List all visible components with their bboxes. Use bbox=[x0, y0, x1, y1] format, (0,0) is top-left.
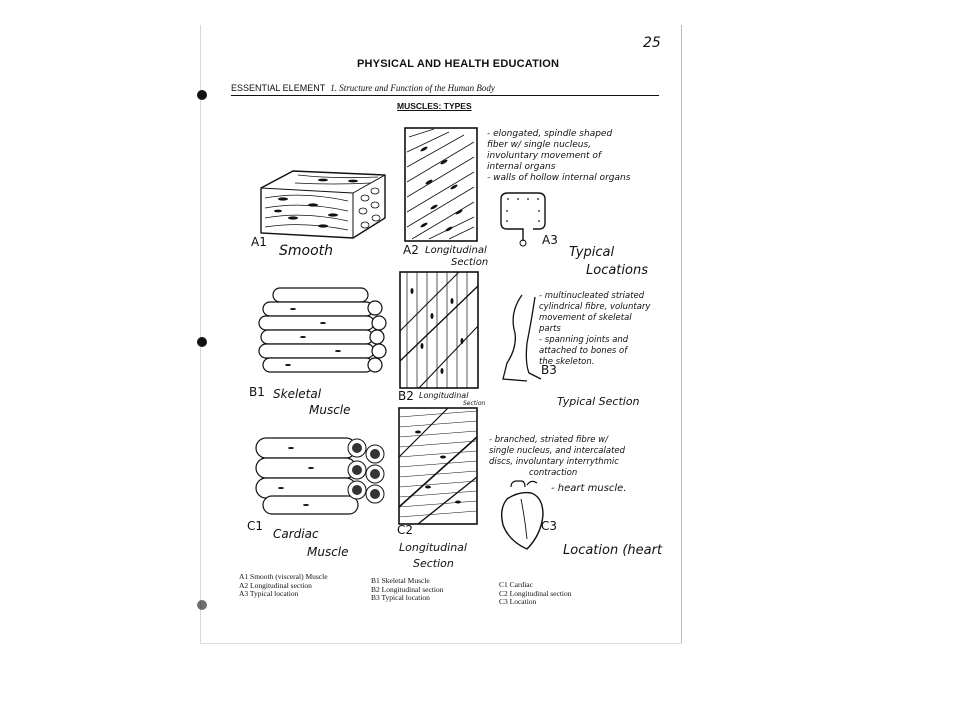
note-line: the skeleton. bbox=[539, 357, 595, 367]
caption-line: B1 Skeletal Muscle bbox=[371, 576, 430, 585]
element-text: 1. Structure and Function of the Human Body bbox=[330, 83, 495, 93]
note-line: involuntary movement of bbox=[487, 151, 602, 161]
caption-line: C1 Cardiac bbox=[499, 580, 533, 589]
note-line: discs, involuntary interrythmic bbox=[489, 457, 619, 467]
note-line: - walls of hollow internal organs bbox=[487, 173, 631, 183]
label-location-heart: Location (heart bbox=[563, 543, 663, 558]
caption-column-c bbox=[499, 581, 572, 607]
label-c3: C3 bbox=[541, 519, 558, 533]
leg-illustration bbox=[497, 293, 543, 387]
note-line: movement of skeletal bbox=[539, 313, 632, 323]
note-line: internal organs bbox=[487, 162, 556, 172]
note-line: fiber w/ single nucleus, bbox=[487, 140, 592, 150]
label-c1: C1 bbox=[247, 519, 264, 533]
label-a1: A1 bbox=[251, 235, 267, 249]
caption-column-a bbox=[239, 573, 328, 599]
note-line: - heart muscle. bbox=[551, 483, 627, 494]
label-a2-section: Section bbox=[451, 257, 489, 268]
label-a2-longitudinal: Longitudinal bbox=[425, 245, 487, 256]
note-line: - spanning joints and bbox=[539, 335, 629, 345]
caption-line: C2 Longitudinal section bbox=[499, 588, 572, 598]
heart-illustration bbox=[497, 479, 547, 551]
caption-line: A2 Longitudinal section bbox=[239, 580, 312, 590]
label-b3: B3 bbox=[541, 363, 557, 377]
label-locations: Locations bbox=[586, 263, 648, 278]
punch-hole bbox=[197, 600, 207, 610]
smooth-muscle-block-illustration bbox=[253, 163, 393, 243]
label-cardiac: Cardiac bbox=[273, 527, 319, 541]
label-c2-longitudinal: Longitudinal bbox=[399, 541, 467, 554]
caption-line: B3 Typical location bbox=[371, 593, 430, 602]
label-a3: A3 bbox=[542, 233, 558, 247]
label-b2-longitudinal: Longitudinal bbox=[419, 391, 469, 400]
note-line: - elongated, spindle shaped bbox=[487, 129, 613, 139]
essential-element-line bbox=[231, 83, 495, 93]
label-a2: A2 bbox=[403, 243, 419, 257]
header-rule bbox=[231, 95, 659, 96]
note-line: - multinucleated striated bbox=[539, 291, 645, 301]
punch-hole bbox=[197, 90, 207, 100]
label-b2: B2 bbox=[398, 389, 414, 403]
note-line: cylindrical fibre, voluntary bbox=[539, 302, 651, 312]
skeletal-muscle-bundle-illustration bbox=[253, 280, 391, 385]
note-line: single nucleus, and intercalated bbox=[489, 446, 626, 456]
smooth-notes bbox=[487, 129, 630, 184]
skeletal-longitudinal-section-illustration bbox=[399, 271, 479, 389]
page-number: 25 bbox=[643, 35, 661, 51]
caption-line: C3 Location bbox=[499, 597, 537, 606]
worksheet-page bbox=[200, 25, 682, 644]
skeletal-notes bbox=[539, 291, 650, 368]
smooth-longitudinal-section-illustration bbox=[404, 127, 478, 242]
label-typical-section: Typical Section bbox=[557, 395, 640, 408]
punch-hole bbox=[197, 337, 207, 347]
caption-column-b bbox=[371, 577, 444, 603]
label-cardiac-muscle: Muscle bbox=[307, 545, 349, 559]
label-smooth: Smooth bbox=[279, 243, 334, 259]
cardiac-muscle-bundle-illustration bbox=[251, 430, 391, 520]
label-b1: B1 bbox=[249, 385, 265, 399]
caption-line: A3 Typical location bbox=[239, 589, 299, 598]
note-line: contraction bbox=[529, 468, 578, 478]
note-line: parts bbox=[539, 324, 561, 334]
label-c2: C2 bbox=[397, 523, 414, 537]
label-skeletal: Skeletal bbox=[273, 387, 322, 401]
note-line: attached to bones of bbox=[539, 346, 628, 356]
section-heading: MUSCLES: TYPES bbox=[397, 101, 472, 111]
label-typical: Typical bbox=[569, 245, 615, 260]
element-prefix: ESSENTIAL ELEMENT bbox=[231, 83, 326, 93]
label-b2-section: Section bbox=[463, 400, 486, 407]
note-line: - branched, striated fibre w/ bbox=[489, 435, 608, 445]
label-c2-section: Section bbox=[413, 557, 454, 570]
page-title: PHYSICAL AND HEALTH EDUCATION bbox=[357, 58, 560, 70]
label-skeletal-muscle: Muscle bbox=[309, 403, 351, 417]
cardiac-longitudinal-section-illustration bbox=[398, 407, 478, 525]
caption-line: A1 Smooth (visceral) Muscle bbox=[239, 572, 328, 581]
caption-line: B2 Longitudinal section bbox=[371, 584, 444, 594]
